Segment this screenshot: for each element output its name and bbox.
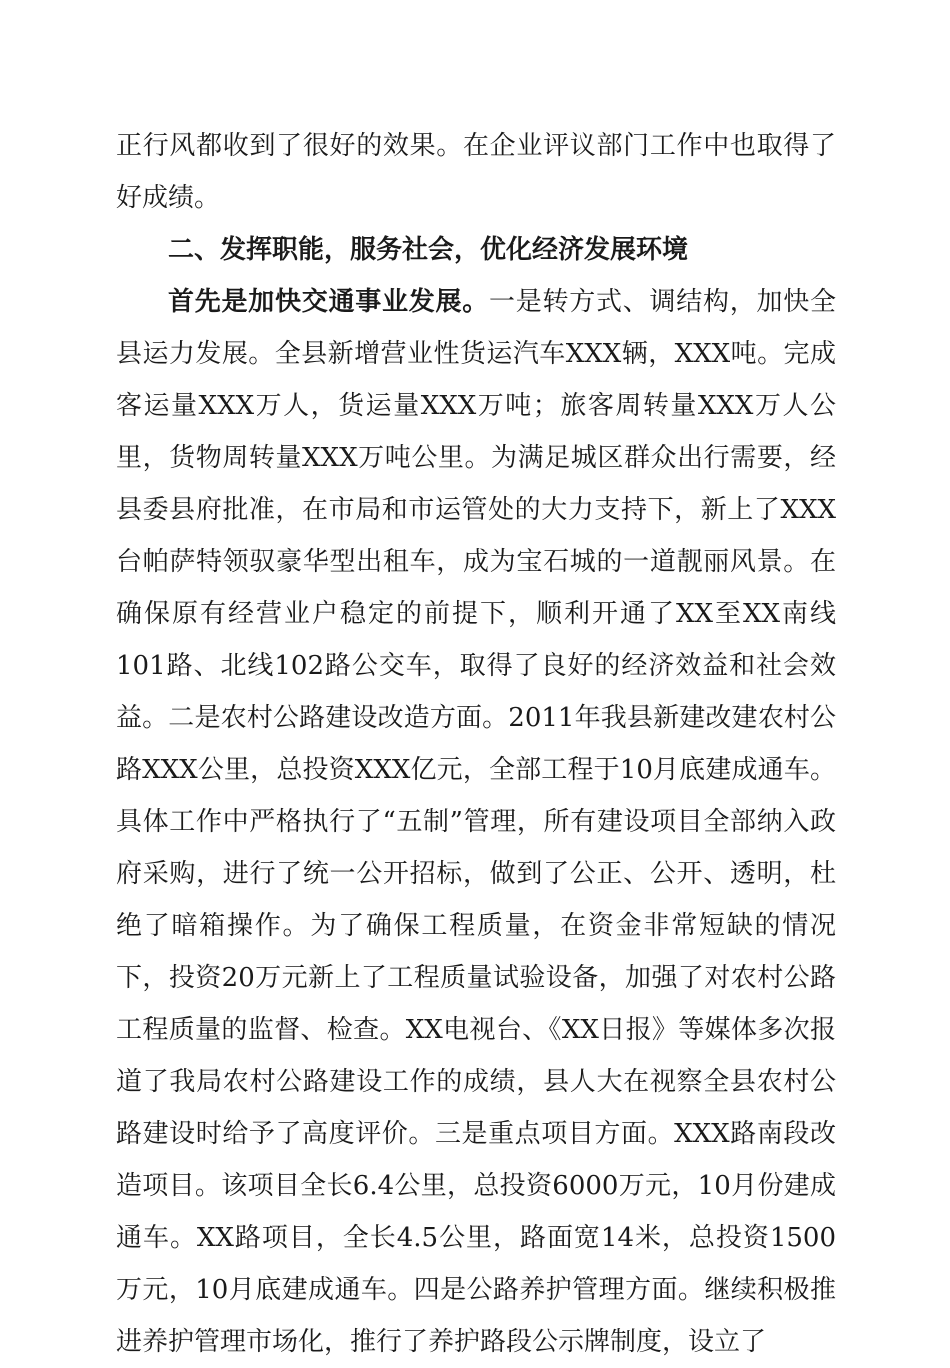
continuation-paragraph: 正行风都收到了很好的效果。在企业评议部门工作中也取得了好成绩。 (116, 131, 836, 213)
document-body (116, 120, 836, 1368)
body-paragraph (116, 276, 836, 1368)
section-heading: 二、发挥职能，服务社会，优化经济发展环境 (168, 235, 689, 265)
paragraph-body: 一是转方式、调结构，加快全县运力发展。全县新增营业性货运汽车XXX辆，XXX吨。完成客运量XXX万人，货运量XXX万吨；旅客周转量XXX万人公里，货物周转量XXX万吨公里。为满足城区群众出行需要，经县委县府批准，在市局和市运管处的大力支持下，新上了XXX台帕萨特领驭豪华型出租车，成为宝石城的一道靓丽风景。在确保原有经营业户稳定的前提下，顺利开通了XX至XX南线101路、北线102路公交车，取得了良好的经济效益和社会效益。二是农村公路建设改造方面。2011年我县新建改建农村公路XXX公里，总投资XXX亿元，全部工程于10月底建成通车。具体工作中严格执行了“五制”管理，所有建设项目全部纳入政府采购，进行了统一公开招标，做到了公正、公开、透明，杜绝了暗箱操作。为了确保工程质量，在资金非常短缺的情况下，投资20万元新上了工程质量试验设备，加强了对农村公路工程质量的监督、检查。XX电视台、《XX日报》等媒体多次报道了我局农村公路建设工作的成绩，县人大在视察全县农村公路建设时给予了高度评价。三是重点项目方面。XXX路南段改造项目。该项目全长6.4公里，总投资6000万元，10月份建成通车。XX路项目，全长4.5公里，路面宽14米，总投资1500万元，10月底建成通车。四是公路养护管理方面。继续积极推进养护管理市场化，推行了养护路段公示牌制度，设立了 (116, 287, 836, 1357)
paragraph-lead: 首先是加快交通事业发展。 (168, 287, 489, 317)
